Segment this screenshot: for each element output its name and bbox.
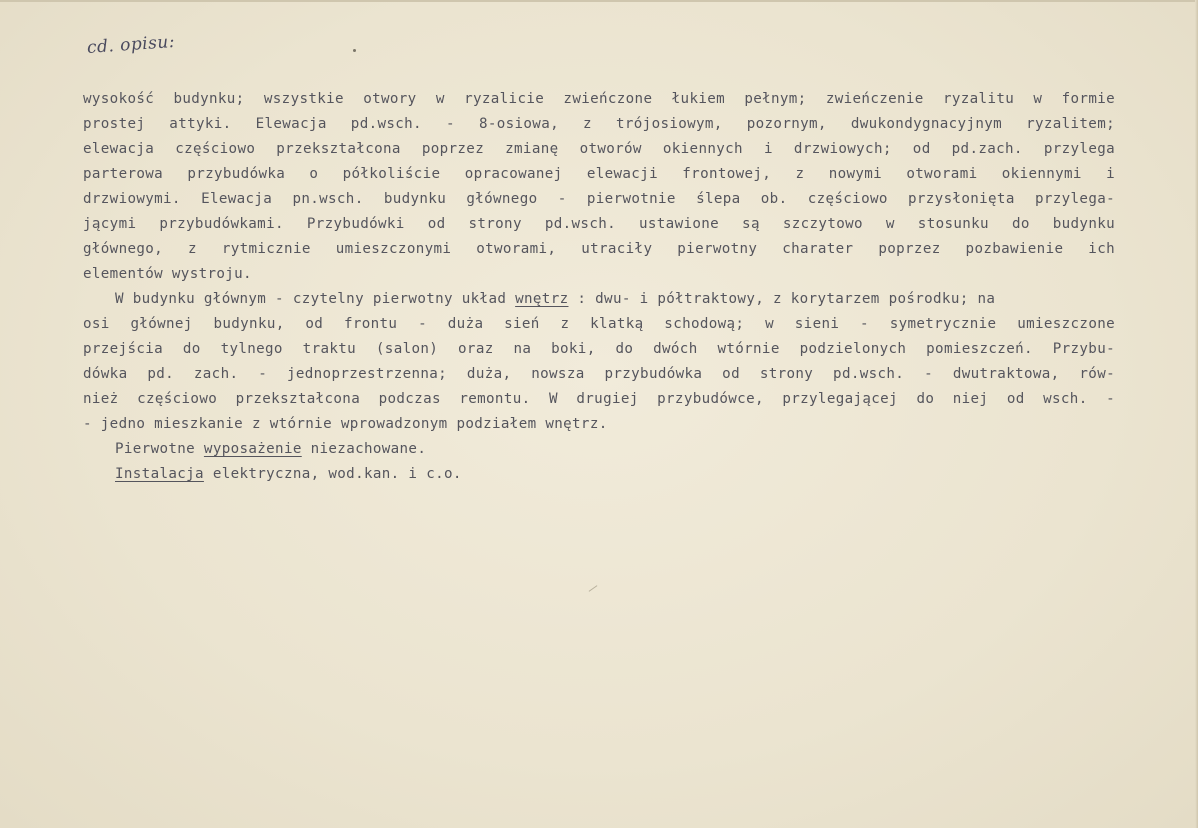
text-line: prostej attyki. Elewacja pd.wsch. - 8-osiowa, z trójosiowym, pozornym, dwukondygnacyjnym ryzalitem; <box>83 116 1115 132</box>
text-line: wysokość budynku; wszystkie otwory w ryzalicie zwieńczone łukiem pełnym; zwieńczenie ryzalitu w formie <box>83 91 1115 107</box>
text-line: - jedno mieszkanie z wtórnie wprowadzonym podziałem wnętrz. <box>83 416 608 432</box>
text-line-paragraph-start <box>83 287 1115 312</box>
text-line: elewacja częściowo przekształcona poprzez zmianę otworów okiennych i drzwiowych; od pd.zach. przylega <box>83 141 1115 157</box>
text-line: elementów wystroju. <box>83 266 252 282</box>
handwritten-note: cd. opisu: <box>86 31 176 58</box>
text-segment: elektryczna, wod.kan. i c.o. <box>203 466 462 482</box>
underlined-term: Instalacja <box>115 466 204 482</box>
text-line: drzwiowymi. Elewacja pn.wsch. budynku głównego - pierwotnie ślepa ob. częściowo przysłonięta przylega- <box>83 191 1115 207</box>
text-segment: W budynku głównym - czytelny pierwotny układ <box>115 291 516 307</box>
text-line-paragraph-start <box>83 437 1115 462</box>
text-segment: niezachowane. <box>301 441 427 457</box>
text-line-paragraph-start <box>83 462 1115 487</box>
text-line: jącymi przybudówkami. Przybudówki od strony pd.wsch. ustawione są szczytowo w stosunku do budynku <box>83 216 1115 232</box>
underlined-term: wnętrz <box>515 291 569 307</box>
text-line: parterowa przybudówka o półkoliście opracowanej elewacji frontowej, z nowymi otworami okiennymi i <box>83 166 1115 182</box>
text-segment: : dwu- i półtraktowy, z korytarzem pośrodku; na <box>568 291 996 307</box>
text-line: nież częściowo przekształcona podczas remontu. W drugiej przybudówce, przylegającej do niej od wsch. - <box>83 391 1115 407</box>
text-line: dówka pd. zach. - jednoprzestrzenna; duża, nowsza przybudówka od strony pd.wsch. - dwutraktowa, rów- <box>83 366 1115 382</box>
ink-dot <box>353 49 356 52</box>
text-line: przejścia do tylnego traktu (salon) oraz na boki, do dwóch wtórnie podzielonych pomieszczeń. Przybu- <box>83 341 1115 357</box>
text-line: osi głównej budynku, od frontu - duża sień z klatką schodową; w sieni - symetrycznie umieszczone <box>83 316 1115 332</box>
text-line: głównego, z rytmicznie umieszczonymi otworami, utraciły pierwotny charater poprzez pozbawienie ich <box>83 241 1115 257</box>
underlined-term: wyposażenie <box>203 441 302 457</box>
pencil-mark <box>589 585 598 592</box>
typed-text-block <box>83 87 1115 487</box>
page-edge-top <box>0 0 1198 2</box>
text-segment: Pierwotne <box>115 441 204 457</box>
